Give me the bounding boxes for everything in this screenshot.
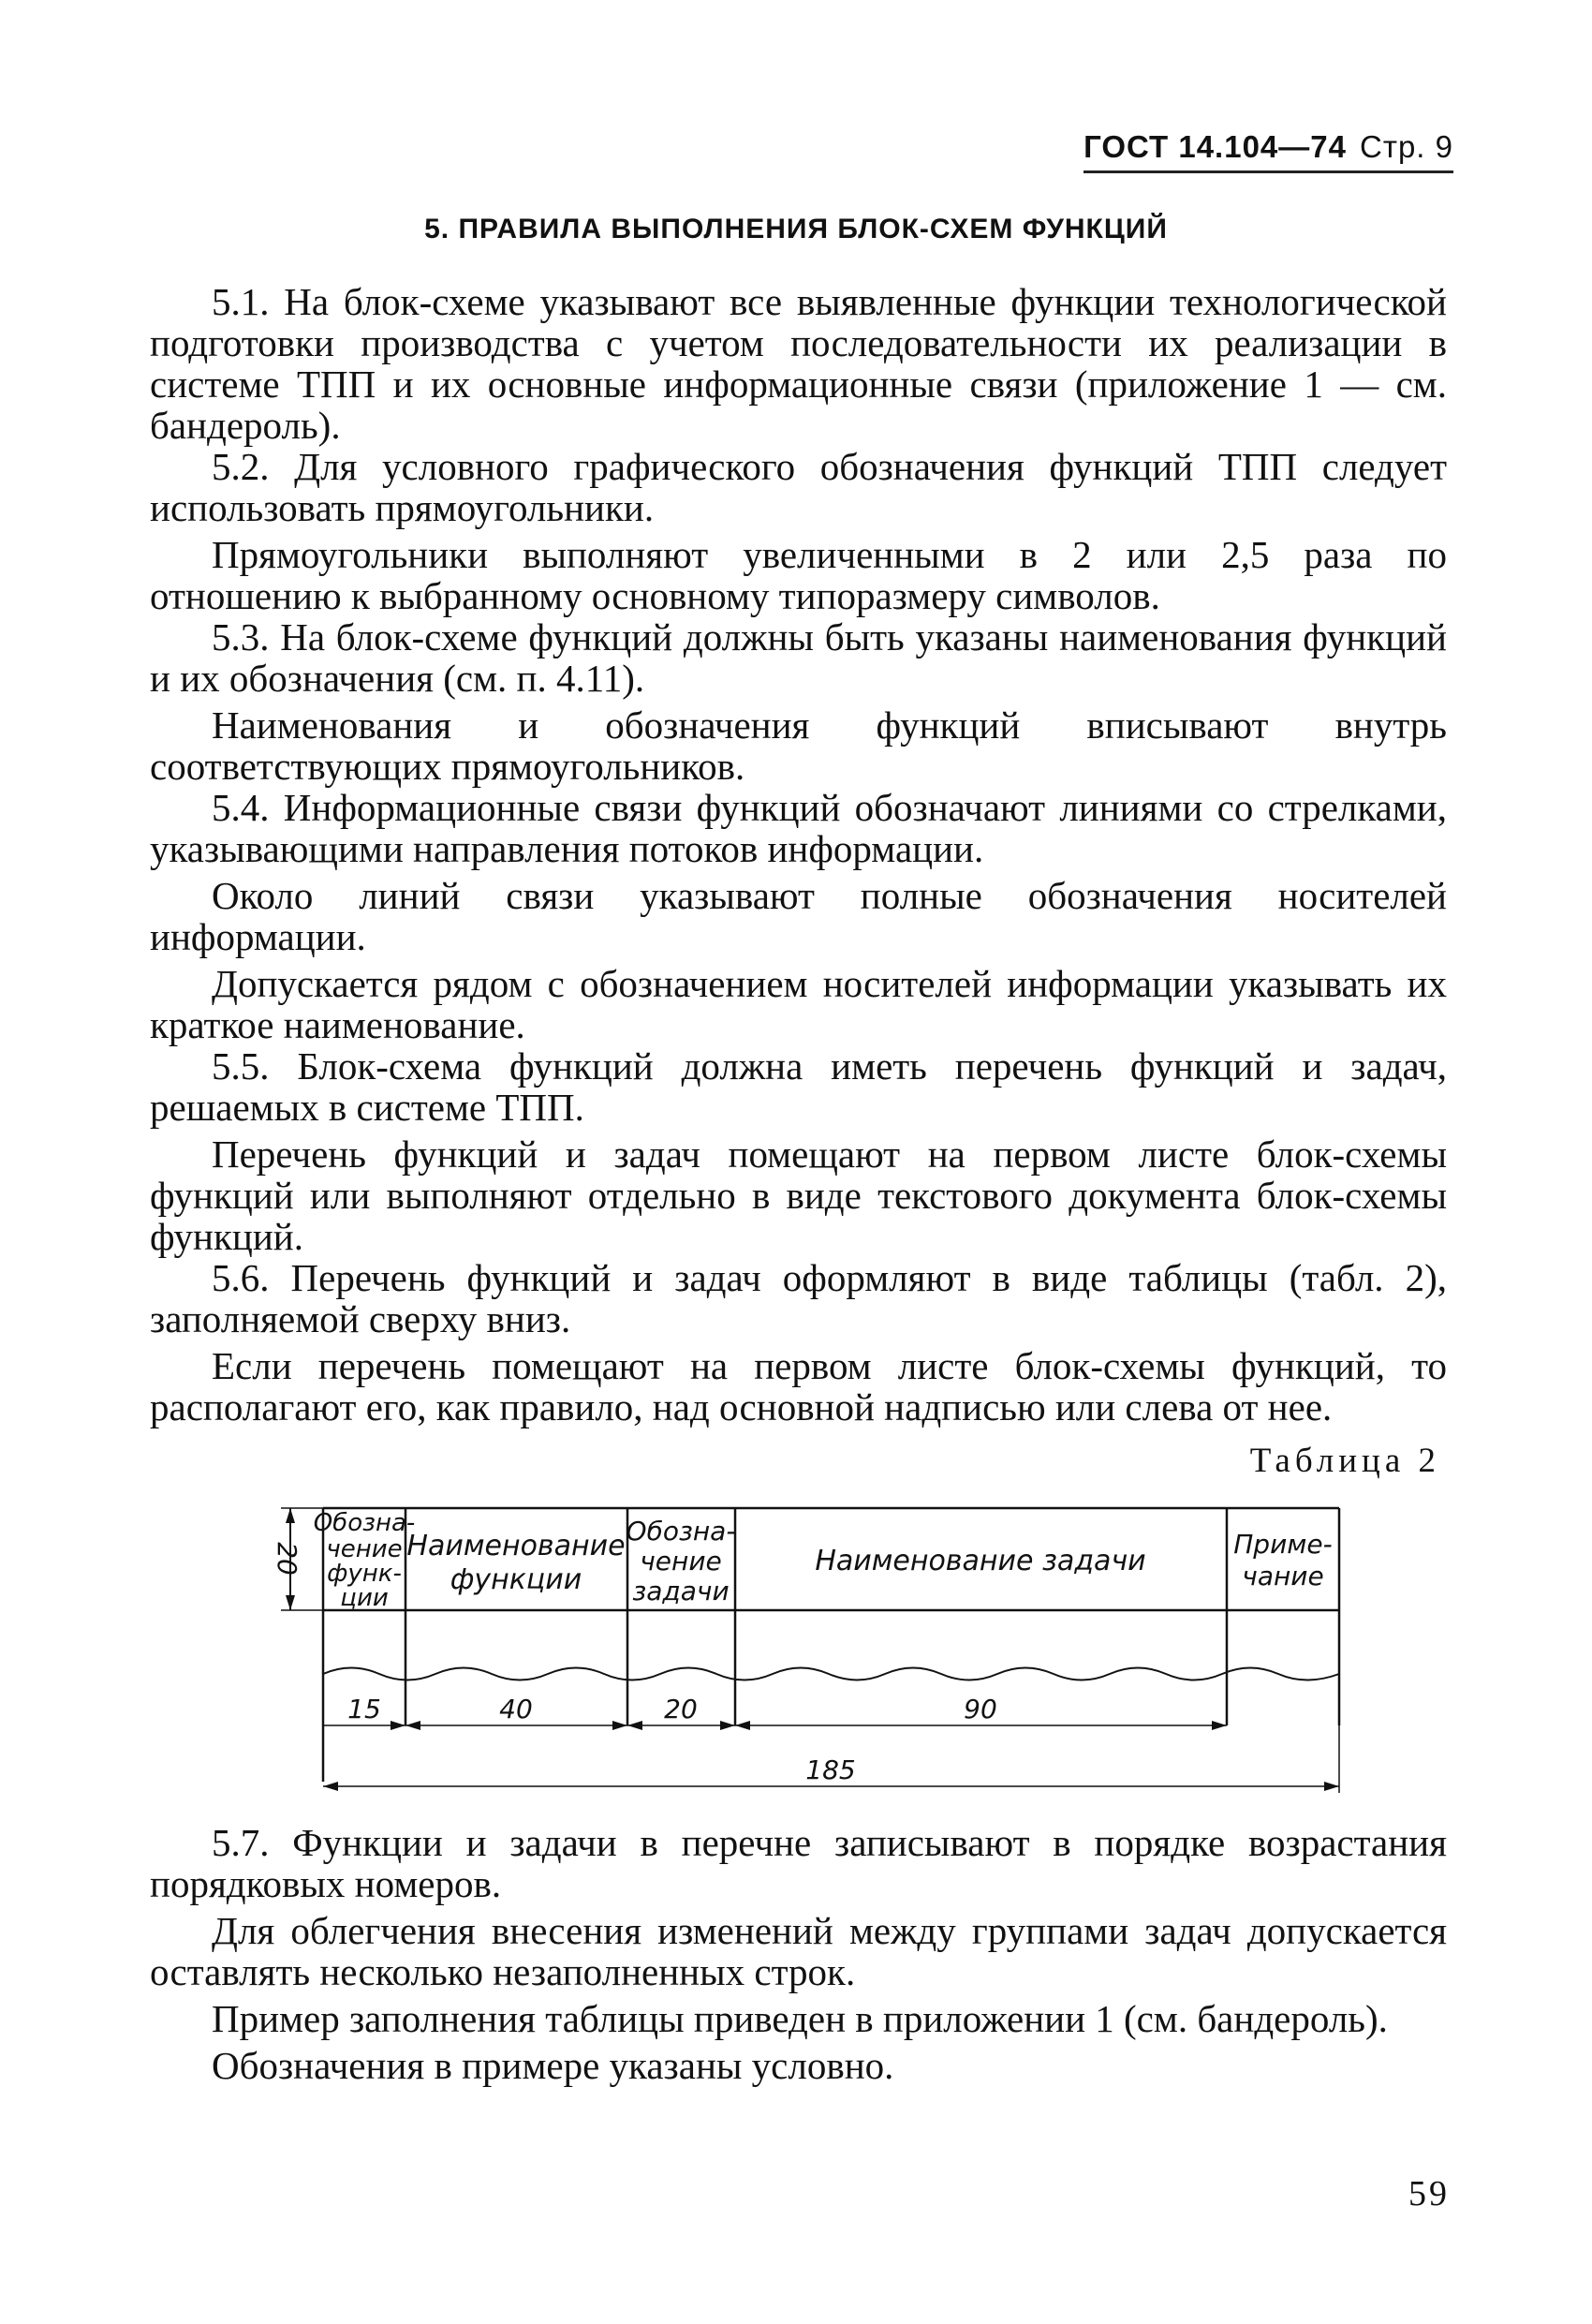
paragraph: Для облегчения внесения изменений между группами задач допускается оставлять несколько незаполненных строк. (150, 1909, 1447, 1993)
dimension-arrow (735, 1721, 750, 1730)
table-2-diagram (248, 1491, 1372, 1810)
paragraph: 5.6. Перечень функций и задач оформляют в виде таблицы (табл. 2), заполняемой сверху вниз. (150, 1256, 1447, 1340)
col1-header-line: функ- (327, 1560, 402, 1588)
col1-header-line: Обозна- (313, 1509, 416, 1537)
dimension-arrow (1212, 1721, 1227, 1730)
col5-header-line: чание (1242, 1561, 1324, 1591)
page-reference: Стр. 9 (1360, 129, 1453, 164)
paragraph: Обозначения в примере указаны условно. (212, 2044, 894, 2087)
page-number: 59 (1408, 2174, 1450, 2213)
body-text (150, 281, 1447, 1428)
col1-header-line: ции (340, 1584, 389, 1612)
section-title: 5. ПРАВИЛА ВЫПОЛНЕНИЯ БЛОК-СХЕМ ФУНКЦИЙ (424, 214, 1168, 244)
paragraph: 5.5. Блок-схема функций должна иметь перечень функций и задач, решаемых в системе ТПП. (150, 1044, 1447, 1129)
col4-header-line: Наименование задачи (815, 1545, 1146, 1577)
dimension-arrow (286, 1508, 295, 1523)
paragraph: Допускается рядом с обозначением носителей информации указывать их краткое наименование. (150, 962, 1447, 1046)
dimension-label: 20 (664, 1694, 698, 1724)
paragraph: 5.2. Для условного графического обозначения функций ТПП следует использовать прямоугольники. (150, 445, 1447, 529)
col5-header-line: Приме- (1233, 1529, 1333, 1560)
dimension-arrow (1324, 1782, 1339, 1791)
paragraph: Около линий связи указывают полные обозначения носителей информации. (150, 874, 1447, 958)
col2-header-line: функции (450, 1563, 582, 1596)
standard-number: ГОСТ 14.104—74 (1083, 129, 1347, 164)
paragraph: Прямоугольники выполняют увеличенными в 2 или 2,5 раза по отношению к выбранному основному типоразмеру символов. (150, 533, 1447, 617)
dimension-label: 40 (499, 1694, 533, 1724)
paragraph: Наименования и обозначения функций вписывают внутрь соответствующих прямоугольников. (150, 703, 1447, 788)
dimension-arrow (405, 1721, 420, 1730)
dimension-label: 90 (964, 1694, 997, 1724)
paragraph: Если перечень помещают на первом листе блок-схемы функций, то располагают его, как правило, над основной надписью или слева от нее. (150, 1344, 1447, 1428)
dimension-arrow (627, 1721, 642, 1730)
paragraph: 5.1. На блок-схеме указывают все выявленные функции технологической подготовки производства с учетом последовательности их реализации в системе ТПП и их основные информационные связи (приложение 1 — см. бандероль). (150, 280, 1447, 447)
col3-header-line: чение (640, 1546, 722, 1576)
dimension-arrow (323, 1782, 338, 1791)
paragraph: 5.4. Информационные связи функций обозначают линиями со стрелками, указывающими направления потоков информации. (150, 786, 1447, 870)
break-line (323, 1668, 1339, 1680)
col1-header-line: чение (326, 1535, 403, 1563)
dimension-arrow (391, 1721, 405, 1730)
col3-header-line: Обозна- (626, 1516, 736, 1547)
col3-header-line: задачи (632, 1576, 730, 1606)
dimension-arrow (720, 1721, 735, 1730)
dimension-arrow (612, 1721, 627, 1730)
body-text-after-table (150, 1822, 1447, 2086)
paragraph: Пример заполнения таблицы приведен в приложении 1 (см. бандероль). (212, 1997, 1388, 2040)
dimension-label: 185 (805, 1754, 856, 1785)
dimension-arrow (286, 1595, 295, 1610)
paragraph: 5.3. На блок-схеме функций должны быть указаны наименования функций и их обозначения (см. п. 4.11). (150, 615, 1447, 700)
paragraph: 5.7. Функции и задачи в перечне записывают в порядке возрастания порядковых номеров. (150, 1821, 1447, 1905)
paragraph: Перечень функций и задач помещают на первом листе блок-схемы функций или выполняют отдельно в виде текстового документа блок-схемы функций. (150, 1132, 1447, 1258)
col2-header-line: Наименование (406, 1530, 626, 1562)
table-caption: Таблица 2 (1249, 1442, 1440, 1480)
height-dimension-label: 20 (272, 1542, 302, 1576)
dimension-label: 15 (347, 1694, 381, 1724)
page-header (1083, 129, 1453, 173)
